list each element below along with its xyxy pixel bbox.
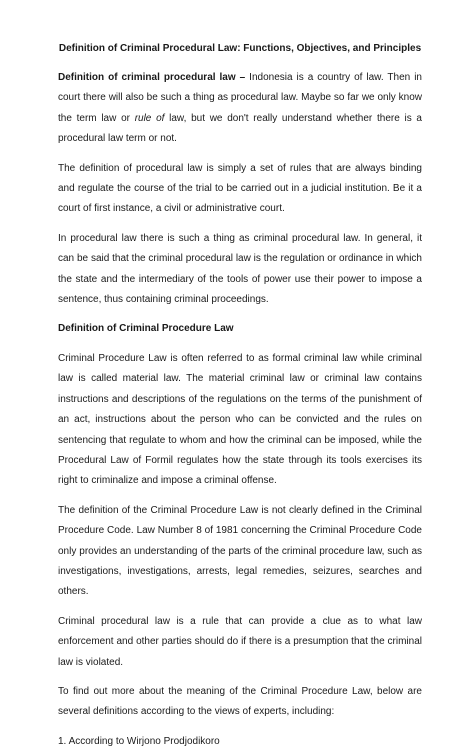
document-title: Definition of Criminal Procedural Law: Functions, Objectives, and Principles xyxy=(58,43,422,54)
paragraph-rule-clue: Criminal procedural law is a rule that can provide a clue as to what law enforcement and other parties should do if there is a presumption that the criminal law is violated. xyxy=(58,615,422,668)
paragraph-formal-material-law: Criminal Procedure Law is often referred to as formal criminal law while criminal law is called material law. The material criminal law or criminal law contains instructions and descriptions of the regulations on the terms of the punishment of an act, instructions about the person who can be convicted and the rules on sentencing that regulate to whom and how the criminal can be imposed, while the Procedural Law of Formil regulates how the state through its tools exercises its right to criminalize and impose a criminal offense. xyxy=(58,352,422,487)
paragraph-procedural-law-definition: The definition of procedural law is simply a set of rules that are always binding and regulate the course of the trial to be carried out in a judicial institution. Be it a court of first instance, a civil or administrative court. xyxy=(58,162,422,215)
paragraph-intro xyxy=(58,68,422,150)
paragraph-criminal-procedural-law: In procedural law there is such a thing as criminal procedural law. In general, it can be said that the criminal procedural law is the regulation or ordinance in which the state and the intermediary of the tools of power use their power to impose a sentence, thus containing criminal proceedings. xyxy=(58,232,422,306)
list-item: 1. According to Wirjono Prodjodikoro xyxy=(58,735,220,747)
paragraph-kuhap-definition: The definition of the Criminal Procedure Law is not clearly defined in the Criminal Procedure Code. Law Number 8 of 1981 concerning the Criminal Procedure Code only provides an understanding of the parts of the criminal procedure law, such as investigations, investigations, arrests, legal remedies, seizures, searches and others. xyxy=(58,504,422,598)
paragraph-expert-views: To find out more about the meaning of the Criminal Procedure Law, below are several definitions according to the views of experts, including: xyxy=(58,685,422,718)
section-heading: Definition of Criminal Procedure Law xyxy=(58,323,234,335)
intro-italic: rule of xyxy=(134,112,165,124)
intro-text-b: law, but we don't really understand whether there is a procedural law term or not. xyxy=(58,112,422,145)
intro-text-a: Indonesia is a country of law. Then in court there will also be such a thing as procedural law. Maybe so far we only know the term law or xyxy=(58,72,422,124)
intro-lead: Definition of criminal procedural law – xyxy=(58,72,246,83)
